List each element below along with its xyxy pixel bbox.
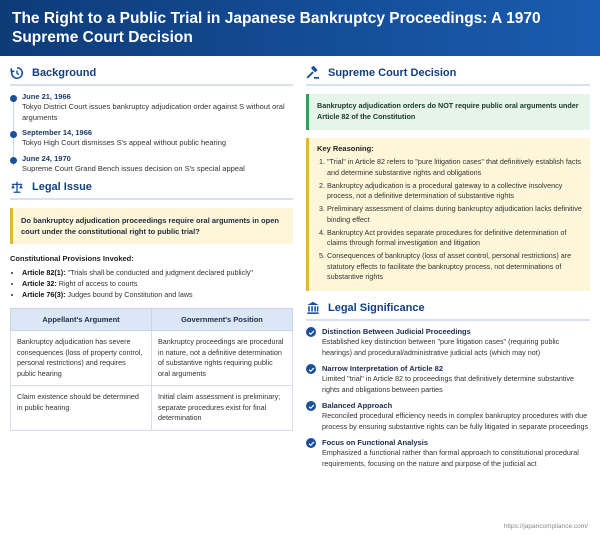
reasoning-item: 5. Consequences of bankruptcy (loss of asset control, personal restrictions) are statutory effects to facilitate the bankruptcy process, not determinations of substantive rights [327,251,582,283]
key-reasoning-box [306,138,590,291]
reasoning-title: Key Reasoning: [317,144,374,153]
significance-text: Limited "trial" in Article 82 to proceedings that definitively determine substantive rights and obligations between parties [322,374,575,394]
page-title: The Right to a Public Trial in Japanese Bankruptcy Proceedings: A 1970 Supreme Court Decision [12,10,541,46]
table-cell: Initial claim assessment is preliminary; separate procedures exist for final determination [152,386,293,431]
history-icon [10,66,24,80]
gavel-icon [306,66,320,80]
decision-section-title: Supreme Court Decision [306,66,590,86]
appellant-header: Appellant's Argument [11,309,152,331]
provision-item [22,278,293,289]
government-header: Government's Position [152,309,293,331]
timeline-dot [10,131,17,138]
reasoning-item: 2. Bankruptcy adjudication is a procedural gateway to a collective insolvency process, not a definitive determination of substantive rights [327,181,582,202]
provisions-title: Constitutional Provisions Invoked: [10,254,134,263]
significance-title: Focus on Functional Analysis [322,438,428,447]
background-timeline [10,92,293,174]
significance-text: Reconciled procedural efficiency needs in complex bankruptcy procedures with due process by ensuring substantive rights can be fully litigated in separate proceedings [322,411,589,431]
provision-text: "Trials shall be conducted and judgment declared publicly" [65,268,253,277]
provision-text: Judges bound by Constitution and laws [65,290,193,299]
significance-item [306,364,590,395]
footer-url: https://japancompliance.com/ [503,523,588,530]
reasoning-list [317,157,582,283]
timeline-date: June 24, 1970 [22,153,71,163]
arguments-table [10,308,293,431]
table-row [11,331,293,386]
significance-item [306,327,590,358]
check-circle-icon [306,438,316,448]
reasoning-item: 4. Bankruptcy Act provides separate procedures for definitive determination of claims through formal investigation and litigation [327,228,582,249]
legal-issue-section-title: Legal Issue [10,180,293,200]
timeline-text: Tokyo District Court issues bankruptcy adjudication order against S without oral arguments [22,102,285,122]
significance-title: Balanced Approach [322,401,393,410]
reasoning-item: 3. Preliminary assessment of claims during bankruptcy adjudication lacks definitive binding effect [327,204,582,225]
significance-text: Established key distinction between "pure litigation cases" (requiring public hearings) and procedural/administrative judicial acts (which may not) [322,337,560,357]
table-cell: Bankruptcy proceedings are procedural in nature, not a definitive determination of substantive rights requiring public oral arguments [152,331,293,386]
provision-item [22,267,293,278]
page-header [0,0,600,56]
timeline-dot [10,95,17,102]
reasoning-item: 1. "Trial" in Article 82 refers to "pure litigation cases" that definitively establish facts and determine substantive rights and obligations [327,157,582,178]
provisions-list [10,267,293,300]
institution-icon [306,301,320,315]
significance-title: Distinction Between Judicial Proceedings [322,327,471,336]
table-row [11,386,293,431]
left-column [10,66,293,431]
provision-item [22,289,293,300]
timeline-text: Tokyo High Court dismisses S's appeal without public hearing [22,138,227,147]
provision-text: Right of access to courts [56,279,138,288]
timeline-date: June 21, 1966 [22,92,71,101]
significance-list [306,327,590,469]
table-header-row [11,309,293,331]
provision-article: Article 82(1): [22,268,66,277]
timeline-item [22,128,293,149]
provision-article: Article 76(3): [22,290,66,299]
decision-holding: Bankruptcy adjudication orders do NOT require public oral arguments under Article 82 of the Constitution [306,94,590,130]
background-section-title: Background [10,66,293,86]
timeline-text: Supreme Court Grand Bench issues decision on S's special appeal [22,163,245,173]
significance-item [306,401,590,432]
timeline-item [22,154,293,175]
table-cell: Bankruptcy adjudication has severe consequences (loss of property control, personal restrictions) and requires public hearing [11,331,152,386]
scales-icon [10,180,24,194]
provision-article: Article 32: [22,279,57,288]
timeline-date: September 14, 1966 [22,128,93,137]
significance-text: Emphasized a functional rather than formal approach to constitutional procedural requirements, focusing on the nature and purpose of the judicial act [322,448,579,468]
check-circle-icon [306,401,316,411]
timeline-item [22,92,293,123]
legal-question: Do bankruptcy adjudication proceedings require oral arguments in open court under the constitutional right to public trial? [10,208,293,244]
table-cell: Claim existence should be determined in public hearing [11,386,152,431]
timeline-dot [10,157,17,164]
significance-section-title: Legal Significance [306,301,590,321]
significance-title: Narrow Interpretation of Article 82 [322,364,443,373]
check-circle-icon [306,364,316,374]
right-column [306,66,590,475]
check-circle-icon [306,327,316,337]
significance-item [306,438,590,469]
